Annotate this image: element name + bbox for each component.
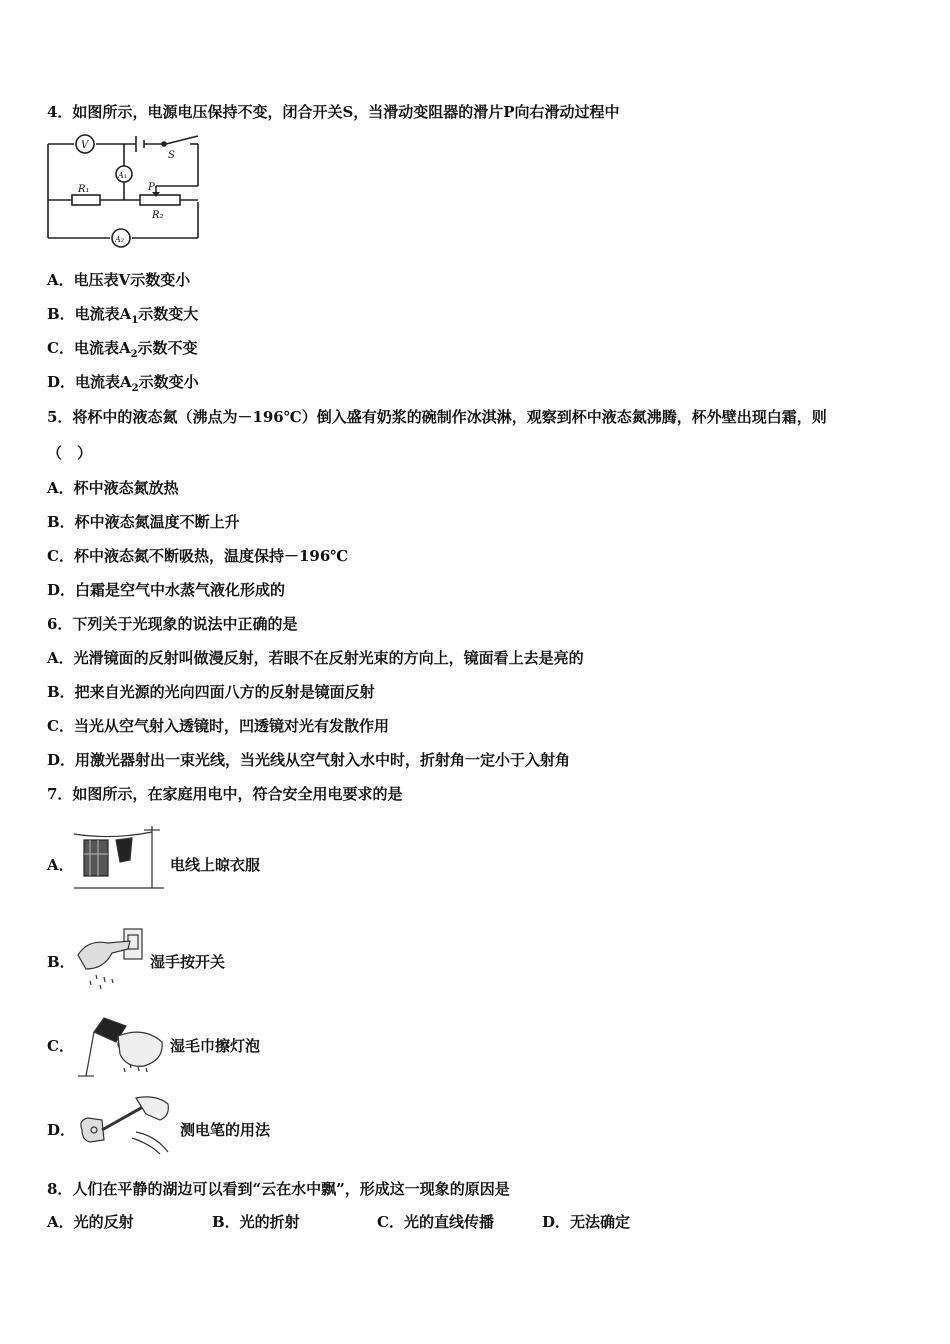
q7-option-d-text: 测电笔的用法: [180, 1121, 271, 1139]
r1-label: R₁: [78, 184, 90, 195]
switch-label: S: [168, 150, 175, 161]
r2-label: R₂: [152, 210, 164, 221]
q4-option-b: B．电流表$A_1$示数变大: [47, 305, 199, 326]
q6-option-d: D．用激光器射出一束光线，当光线从空气射入水中时，折射角一定小于入射角: [47, 751, 571, 769]
q4-option-a: A．电压表V示数变小: [47, 271, 191, 289]
q8-option-d: D．无法确定: [542, 1213, 631, 1231]
q5-option-b: B．杯中液态氮温度不断上升: [47, 513, 240, 531]
q4-option-d: D．电流表$A_2$示数变小: [47, 373, 199, 394]
q8-option-a: A．光的反射: [47, 1213, 134, 1231]
q7-option-b-text: 湿手按开关: [150, 953, 226, 971]
q7-option-c-text: 湿毛巾擦灯泡: [170, 1037, 261, 1055]
q8-stem: 8．人们在平静的湖边可以看到“云在水中飘”，形成这一现象的原因是: [47, 1180, 510, 1198]
q4-circuit-diagram: [44, 130, 204, 248]
q7-option-b-letter: B．: [47, 953, 75, 971]
slider-label: P: [148, 182, 155, 193]
wet-hand-switch-icon: [74, 925, 146, 991]
q5-option-c: C．杯中液态氮不断吸热，温度保持－196℃: [47, 547, 349, 565]
q7-stem: 7．如图所示，在家庭用电中，符合安全用电要求的是: [47, 785, 403, 803]
q6-stem: 6．下列关于光现象的说法中正确的是: [47, 615, 298, 633]
q7-option-a-text: 电线上晾衣服: [170, 856, 261, 874]
wet-towel-bulb-icon: [74, 1012, 166, 1080]
q6-option-b: B．把来自光源的光向四面八方的反射是镜面反射: [47, 683, 375, 701]
q8-option-b: B．光的折射: [212, 1213, 300, 1231]
q5-option-d: D．白霜是空气中水蒸气液化形成的: [47, 581, 286, 599]
ammeter-a1-label: A₁: [118, 171, 127, 180]
q5-option-a: A．杯中液态氮放热: [47, 479, 179, 497]
test-pen-icon: [76, 1092, 174, 1156]
q8-option-c: C．光的直线传播: [377, 1213, 494, 1231]
q6-option-a: A．光滑镜面的反射叫做漫反射，若眼不在反射光束的方向上，镜面看上去是亮的: [47, 649, 584, 667]
voltmeter-label: V: [81, 140, 89, 151]
ammeter-a2-label: A₂: [115, 235, 124, 244]
q4-option-c: C．电流表$A_2$示数不变: [47, 339, 198, 360]
q7-option-c-letter: C．: [47, 1037, 74, 1055]
clothes-on-wire-icon: [72, 820, 164, 892]
q6-option-c: C．当光从空气射入透镜时，凹透镜对光有发散作用: [47, 717, 389, 735]
q7-option-d-letter: D．: [47, 1121, 76, 1139]
q7-option-a-letter: A．: [47, 856, 74, 874]
q5-paren: （ ）: [47, 444, 93, 462]
q5-stem: 5．将杯中的液态氮（沸点为－196℃）倒入盛有奶浆的碗制作冰淇淋，观察到杯中液态氮沸腾，杯外壁出现白霜，则: [47, 408, 827, 426]
q4-stem: 4．如图所示，电源电压保持不变，闭合开关S，当滑动变阻器的滑片P向右滑动过程中: [47, 103, 620, 121]
